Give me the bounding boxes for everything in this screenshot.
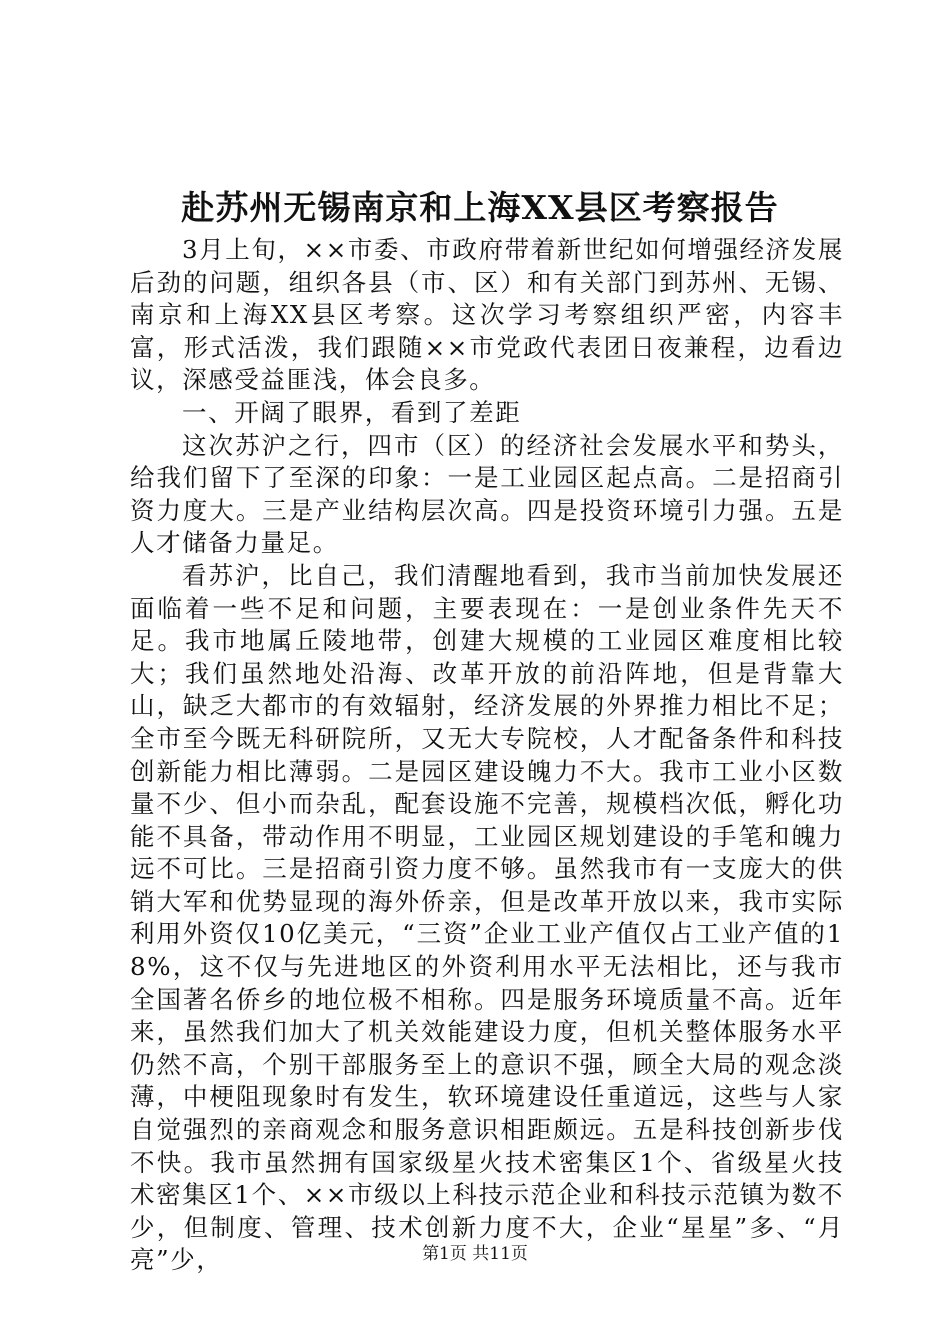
page-number-footer: 第1页 共11页 [422, 1244, 528, 1264]
paragraph-shortcomings: 看苏沪，比自己，我们清醒地看到，我市当前加快发展还面临着一些不足和问题，主要表现在：一是创业条件先天不足。我市地属丘陵地带，创建大规模的工业园区难度相比较大；我们虽然地处沿海、改革开放的前沿阵地，但是背靠大山，缺乏大都市的有效辐射，经济发展的外界推力相比不足；全市至今既无科研院所，又无大专院校，人才配备条件和科技创新能力相比薄弱。二是园区建设魄力不大。我市工业小区数量不少、但小而杂乱，配套设施不完善，规模档次低，孵化功能不具备，带动作用不明显，工业园区规划建设的手笔和魄力远不可比。三是招商引资力度不够。虽然我市有一支庞大的供销大军和优势显现的海外侨亲，但是改革开放以来，我市实际利用外资仅10亿美元，“三资”企业工业产值仅占工业产值的18%，这不仅与先进地区的外资利用水平无法相比，还与我市全国著名侨乡的地位极不相称。四是服务环境质量不高。近年来，虽然我们加大了机关效能建设力度，但机关整体服务水平仍然不高，个别干部服务至上的意识不强，顾全大局的观念淡薄，中梗阻现象时有发生，软环境建设任重道远，这些与人家自觉强烈的亲商观念和服务意识相距颇远。五是科技创新步伐不快。我市虽然拥有国家级星火技术密集区1个、省级星火技术密集区1个、××市级以上科技示范企业和科技示范镇为数不少，但制度、管理、技术创新力度不大，企业“星星”多、“月亮”少， [130, 560, 844, 1275]
document-body [130, 234, 844, 1277]
paragraph-intro: 3月上旬，××市委、市政府带着新世纪如何增强经济发展后劲的问题，组织各县（市、区）和有关部门到苏州、无锡、南京和上海XX县区考察。这次学习考察组织严密，内容丰富，形式活泼，我们跟随××市党政代表团日夜兼程，边看边议，深感受益匪浅，体会良多。 [130, 235, 844, 395]
paragraph-impressions: 这次苏沪之行，四市（区）的经济社会发展水平和势头，给我们留下了至深的印象：一是工业园区起点高。二是招商引资力度大。三是产业结构层次高。四是投资环境引力强。五是人才储备力量足。 [130, 430, 844, 558]
document-title: 赴苏州无锡南京和上海XX县区考察报告 [181, 188, 779, 227]
section-heading-1: 一、开阔了眼界，看到了差距 [182, 397, 522, 427]
